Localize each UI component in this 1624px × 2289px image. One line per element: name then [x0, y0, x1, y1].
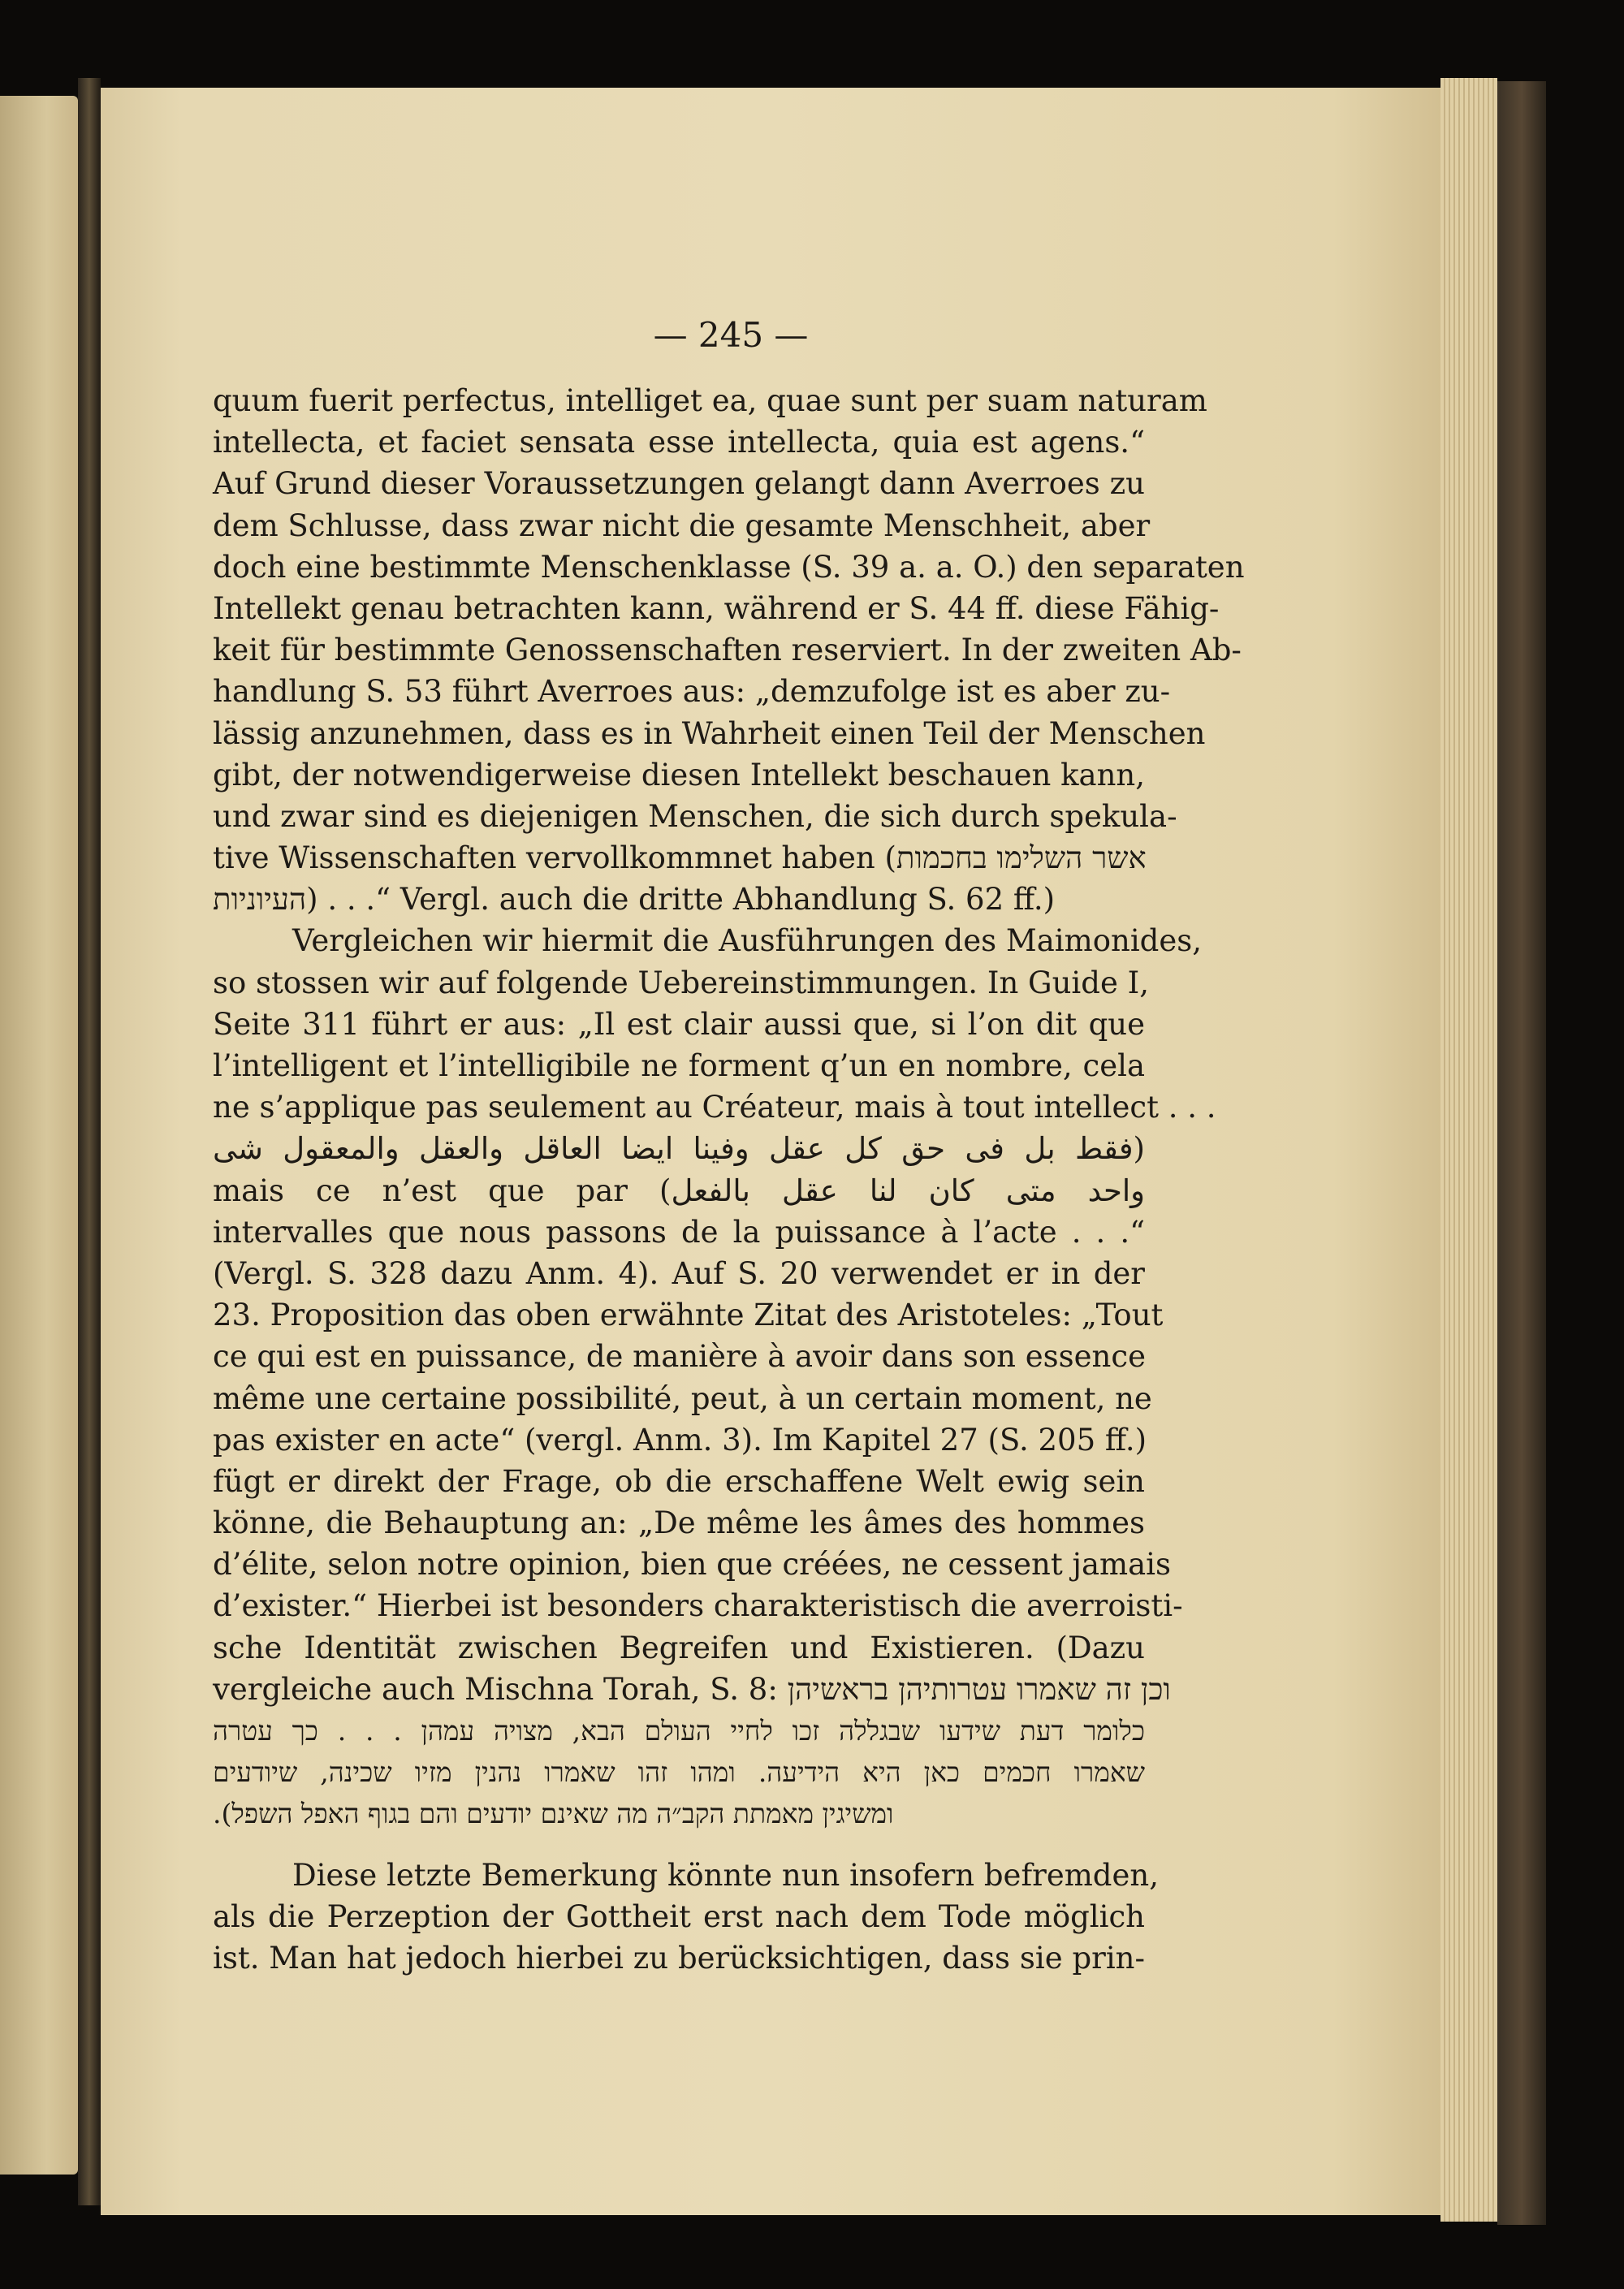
- text-line: 23. Proposition das oben erwähnte Zitat des Aristoteles: „Tout: [213, 1298, 1164, 1333]
- hebrew-text-line: כלומר דעת שידעו שבגללה זכו לחיי העולם הבא, מצויה עמהן . . . כך עטרה: [213, 1715, 1145, 1747]
- text-line: gibt, der notwendigerweise diesen Intellekt beschauen kann,: [213, 757, 1145, 793]
- book-cover-edge: [1497, 81, 1546, 2225]
- hebrew-text-line: ומשיגין מאמתת הקב״ה מה שאינם יודעים והם בגוף האפל השפל).: [213, 1798, 894, 1830]
- book-spine: [78, 78, 101, 2205]
- text-line: doch eine bestimmte Menschenklasse (S. 39 a. a. O.) den separaten: [213, 549, 1245, 585]
- text-line: quum fuerit perfectus, intelliget ea, quae sunt per suam naturam: [213, 383, 1207, 418]
- text-line: und zwar sind es diejenigen Menschen, die sich durch spekula-: [213, 798, 1177, 834]
- left-page-edge: [0, 96, 78, 2175]
- page-body: [213, 380, 1245, 1979]
- text-line: l’intelligent et l’intelligibile ne forment q’un en nombre, cela: [213, 1048, 1145, 1083]
- text-line: als die Perzeption der Gottheit erst nach dem Tode möglich: [213, 1898, 1145, 1934]
- text-line: intellecta, et faciet sensata esse intellecta, quia est agens.“: [213, 425, 1145, 460]
- text-line: Seite 311 führt er aus: „Il est clair aussi que, si l’on dit que: [213, 1006, 1145, 1042]
- text-line: d’élite, selon notre opinion, bien que créées, ne cessent jamais: [213, 1547, 1172, 1583]
- text-line: העיוניות) . . .“ Vergl. auch die dritte Abhandlung S. 62 ff.): [213, 882, 1056, 918]
- hebrew-text-line: שאמרו חכמים כאן היא הידיעה. ומהו זהו שאמרו נהנין מזיו שכינה, שיודעים: [213, 1756, 1145, 1789]
- text-line: ce qui est en puissance, de manière à avoir dans son essence: [213, 1339, 1146, 1375]
- text-line: Auf Grund dieser Voraussetzungen gelangt dann Averroes zu: [213, 466, 1145, 502]
- text-line: d’exister.“ Hierbei ist besonders charakteristisch die averroisti-: [213, 1588, 1183, 1624]
- text-line: Vergleichen wir hiermit die Ausführungen des Maimonides,: [292, 923, 1202, 959]
- text-line: pas exister en acte“ (vergl. Anm. 3). Im Kapitel 27 (S. 205 ff.): [213, 1422, 1147, 1458]
- text-line: ne s’applique pas seulement au Créateur, mais à tout intellect . . .: [213, 1090, 1216, 1125]
- text-line: même une certaine possibilité, peut, à un certain moment, ne: [213, 1380, 1152, 1416]
- text-line: lässig anzunehmen, dass es in Wahrheit einen Teil der Menschen: [213, 715, 1206, 751]
- text-line: ist. Man hat jedoch hierbei zu berücksichtigen, dass sie prin-: [213, 1940, 1145, 1976]
- text-line: intervalles que nous passons de la puissance à l’acte . . .“: [213, 1214, 1145, 1250]
- page-number: — 245 —: [653, 315, 809, 355]
- text-line: tive Wissenschaften vervollkommnet haben (אשר השלימו בחכמות: [213, 840, 1147, 876]
- text-line: so stossen wir auf folgende Uebereinstimmungen. In Guide I,: [213, 965, 1149, 1000]
- text-line: könne, die Behauptung an: „De même les âmes des hommes: [213, 1505, 1145, 1541]
- text-line: vergleiche auch Mischna Torah, S. 8: וכן זה שאמרו עטרותיהן בראשיהן: [213, 1671, 1171, 1707]
- text-line: dem Schlusse, dass zwar nicht die gesamte Menschheit, aber: [213, 507, 1151, 543]
- text-line: Diese letzte Bemerkung könnte nun insofern befremden,: [292, 1857, 1159, 1893]
- text-line: mais ce n’est que par (واحد متى كان لنا عقل بالفعل: [213, 1173, 1146, 1208]
- text-line: sche Identität zwischen Begreifen und Existieren. (Dazu: [213, 1630, 1145, 1665]
- text-line: keit für bestimmte Genossenschaften reserviert. In der zweiten Ab-: [213, 633, 1242, 668]
- text-line: handlung S. 53 führt Averroes aus: „demzufolge ist es aber zu-: [213, 674, 1171, 710]
- text-line: fügt er direkt der Frage, ob die erschaffene Welt ewig sein: [213, 1463, 1145, 1499]
- text-line: Intellekt genau betrachten kann, während er S. 44 ff. diese Fähig-: [213, 590, 1220, 626]
- text-line: (Vergl. S. 328 dazu Anm. 4). Auf S. 20 verwendet er in der: [213, 1255, 1145, 1291]
- page-stack-edge: [1440, 78, 1497, 2222]
- arabic-text-line: (فقط بل فى حق كل عقل وفينا ايضا العاقل والعقل والمعقول شى: [213, 1131, 1145, 1167]
- paragraph-gap: [213, 1835, 1145, 1855]
